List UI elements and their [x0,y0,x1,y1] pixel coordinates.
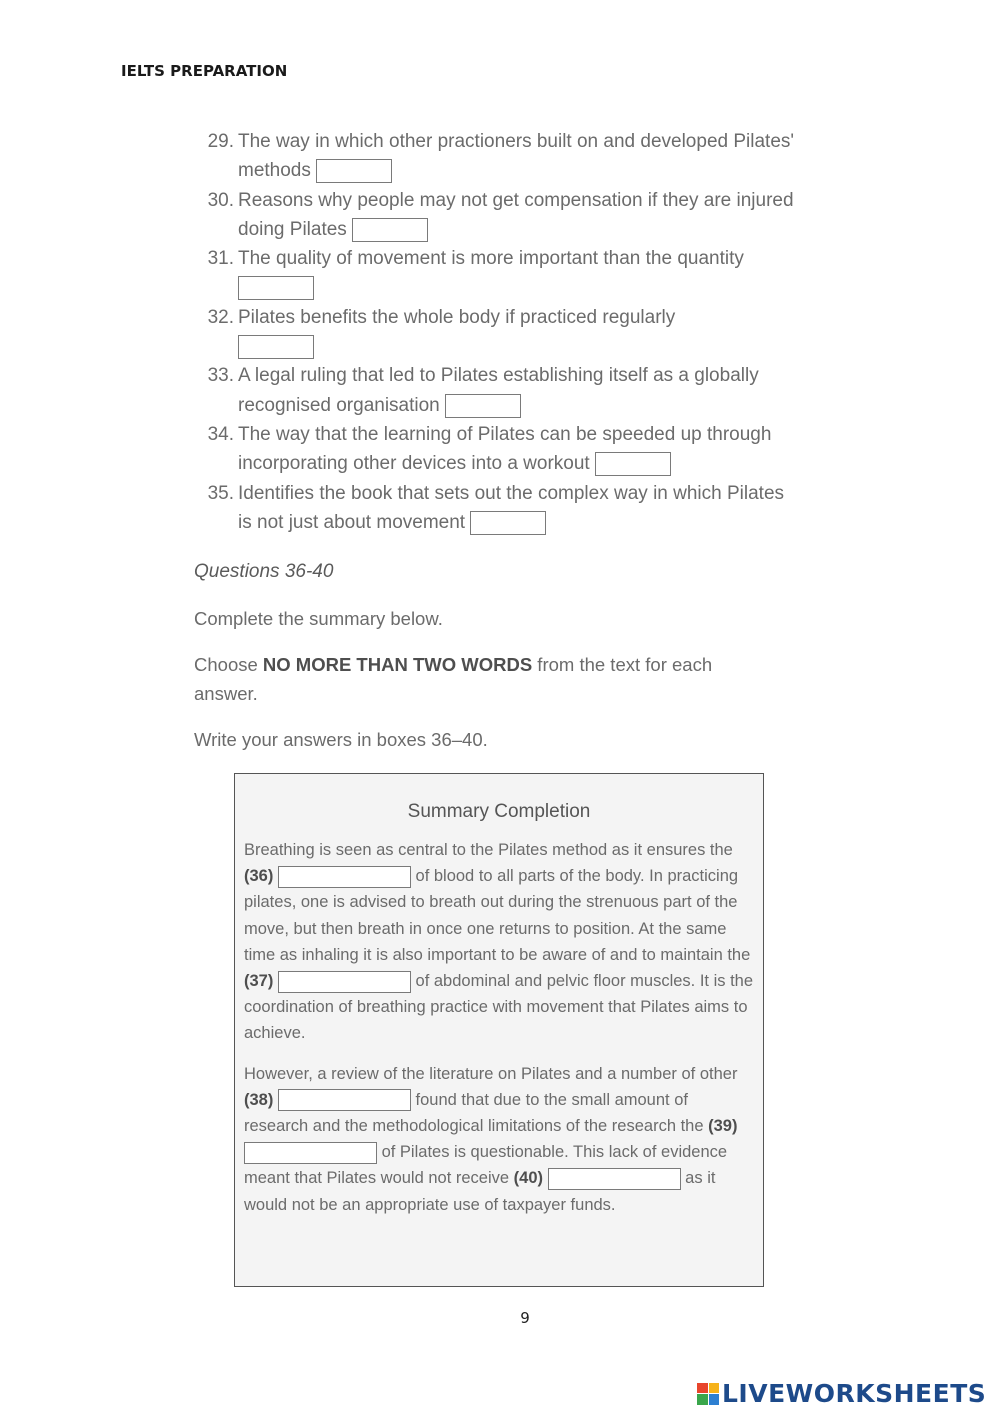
question-number: 35. [207,482,234,504]
question-30 [200,186,800,245]
answer-box-38[interactable] [278,1089,411,1111]
question-list [200,127,800,537]
question-text: Pilates benefits the whole body if practiced regularly [238,306,676,328]
summary-text: of Pilates is questionable. This lack of evidence meant that Pilates would not receive [244,1143,728,1188]
instruction-text: Choose [194,654,263,675]
question-number: 30. [207,189,234,211]
answer-box-34[interactable] [595,452,671,476]
question-text: Identifies the book that sets out the complex way in which Pilates is not just about movement [238,482,785,533]
answer-box-33[interactable] [445,394,521,418]
summary-paragraph-2 [244,1061,754,1218]
question-34 [200,420,800,479]
question-label-38: (38) [244,1090,274,1109]
question-text: A legal ruling that led to Pilates establishing itself as a globally recognised organisation [238,365,759,416]
question-label-39: (39) [708,1117,738,1136]
summary-text: of abdominal and pelvic floor muscles. It is the coordination of breathing practice with movement that Pilates aims to achieve. [244,972,754,1043]
instruction-text: from the text for each answer. [194,654,713,704]
question-33 [200,361,800,420]
question-29 [200,127,800,186]
summary-paragraph-1 [244,837,754,1047]
summary-text: Breathing is seen as central to the Pilates method as it ensures the [244,841,733,859]
question-text: The way that the learning of Pilates can be speeded up through incorporating other devices into a workout [238,423,772,475]
answer-box-35[interactable] [470,511,546,535]
question-32 [200,303,800,362]
summary-text: However, a review of the literature on Pilates and a number of other [244,1064,738,1083]
summary-title: Summary Completion [407,801,591,822]
answer-box-30[interactable] [352,218,428,242]
answer-box-39[interactable] [244,1142,377,1164]
question-label-40: (40) [513,1169,543,1188]
question-number: 32. [207,306,234,328]
question-35 [200,479,800,538]
answer-box-37[interactable] [278,971,411,993]
summary-text: found that due to the small amount of research and the methodological limitations of the research the [244,1090,709,1136]
answer-box-40[interactable] [548,1168,681,1190]
logo-icon [697,1383,719,1405]
instruction-boxes: Write your answers in boxes 36–40. [194,729,488,750]
question-31 [200,244,800,303]
summary-panel [234,773,764,1287]
liveworksheets-logo[interactable] [697,1379,986,1408]
answer-box-29[interactable] [316,159,392,183]
question-number: 31. [207,248,234,270]
question-number: 33. [207,365,234,387]
section-title: Questions 36-40 [194,561,334,582]
question-label-37: (37) [244,972,274,991]
summary-text: as it would not be an appropriate use of taxpayer funds. [244,1169,716,1214]
question-text: The quality of movement is more important than the quantity [238,248,744,270]
instruction-complete: Complete the summary below. [194,608,443,629]
summary-text: of blood to all parts of the body. In practicing pilates, one is advised to breath out during the strenuous part of the move, but then breath in once one returns to position. At the same time as inhaling it is also important to be aware of and to maintain the [244,867,751,964]
instruction-emphasis: NO MORE THAN TWO WORDS [262,654,533,675]
question-number: 29. [207,131,234,152]
question-label-36: (36) [244,867,274,886]
logo-text: LIVEWORKSHEETS [722,1379,987,1408]
question-number: 34. [207,423,234,445]
instruction-word-limit [194,650,774,708]
answer-box-36[interactable] [278,866,411,888]
question-text: Reasons why people may not get compensation if they are injured doing Pilates [238,189,794,240]
answer-box-32[interactable] [238,335,314,359]
page-number: 9 [520,1309,530,1327]
page-header: IELTS PREPARATION [121,62,288,80]
question-text: The way in which other practioners built on and developed Pilates' methods [238,131,795,182]
answer-box-31[interactable] [238,276,314,300]
